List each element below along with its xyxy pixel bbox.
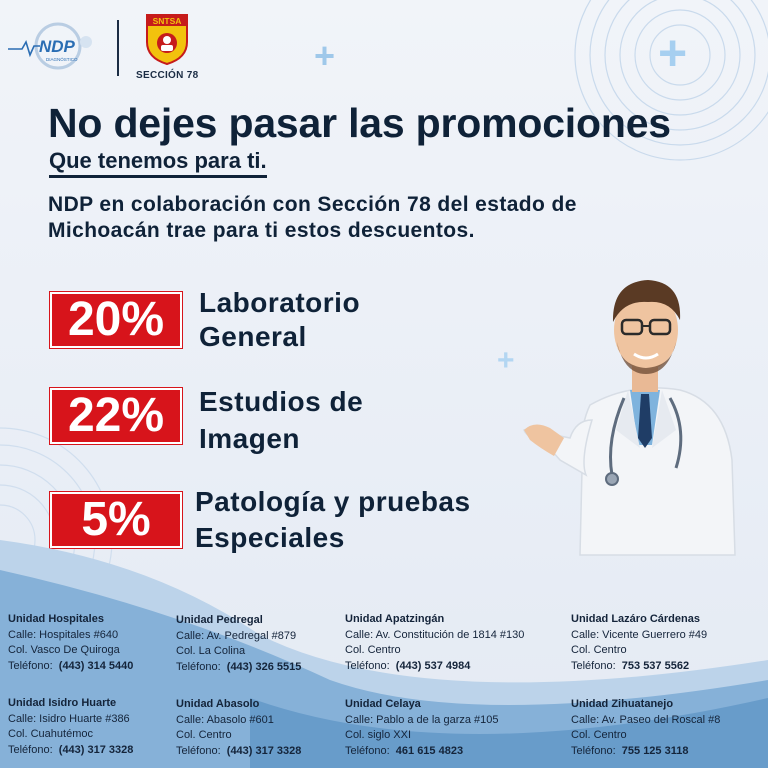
unit-pedregal	[176, 613, 301, 675]
sntsa-logo	[144, 12, 190, 66]
plus-icon: +	[314, 35, 336, 76]
phone-label: Teléfono:	[345, 744, 390, 757]
unit-street: Calle: Av. Pedregal #879	[176, 629, 297, 642]
unit-phone	[345, 659, 524, 675]
unit-colonia: Col. Centro	[571, 729, 627, 741]
unit-street: Calle: Isidro Huarte #386	[8, 712, 130, 725]
unit-name: Unidad Hospitales	[8, 613, 104, 625]
promo-line-1: Patología y pruebas	[195, 486, 471, 517]
phone-number: (443) 537 4984	[395, 659, 471, 672]
unit-street: Calle: Abasolo #601	[176, 713, 274, 726]
phone-number: (443) 317 3328	[58, 743, 134, 756]
plus-icon: +	[497, 344, 515, 377]
unit-phone	[345, 744, 499, 760]
ndp-logo	[6, 22, 106, 70]
phone-label: Teléfono:	[345, 659, 390, 672]
phone-label: Teléfono:	[176, 660, 221, 673]
unit-name: Unidad Apatzingán	[345, 613, 445, 625]
unit-zihuatanejo	[571, 697, 720, 759]
unit-street: Calle: Pablo a de la garza #105	[345, 713, 499, 726]
promo-line-1: Laboratorio	[199, 287, 361, 318]
seccion-label: SECCIÓN 78	[136, 70, 199, 81]
intro-text: NDP en colaboración con Sección 78 del estado de Michoacán trae para ti estos descuentos.	[48, 193, 577, 242]
promo-line-1: Estudios de	[199, 386, 364, 417]
unit-apatzingan	[345, 612, 524, 674]
logo-divider	[117, 20, 119, 76]
unit-street: Calle: Av. Constitución de 1814 #130	[345, 628, 525, 641]
unit-phone	[176, 660, 301, 676]
svg-text:SNTSA: SNTSA	[152, 16, 182, 26]
promo-label-imagen	[199, 383, 363, 457]
phone-label: Teléfono:	[8, 659, 53, 672]
phone-label: Teléfono:	[571, 744, 616, 757]
unit-name: Unidad Pedregal	[176, 614, 263, 626]
unit-hospitales	[8, 612, 133, 674]
unit-name: Unidad Celaya	[345, 698, 421, 710]
unit-name: Unidad Abasolo	[176, 698, 260, 710]
unit-lazaro-cardenas	[571, 612, 707, 674]
doctor-photo	[520, 270, 742, 560]
phone-number: 755 125 3118	[621, 744, 689, 757]
promo-label-laboratorio	[199, 286, 360, 354]
plus-icon: +	[658, 25, 688, 81]
promo-line-2: General	[199, 321, 307, 352]
discount-badge-imagen: 22%	[50, 388, 182, 444]
unit-colonia: Col. La Colina	[176, 645, 246, 657]
unit-celaya	[345, 697, 499, 759]
unit-colonia: Col. siglo XXI	[345, 729, 412, 741]
phone-number: (443) 317 3328	[226, 744, 302, 757]
phone-number: (443) 314 5440	[58, 659, 134, 672]
unit-street: Calle: Av. Paseo del Roscal #8	[571, 713, 721, 726]
unit-street: Calle: Hospitales #640	[8, 628, 119, 641]
unit-colonia: Col. Centro	[571, 644, 627, 656]
page-subtitle: Que tenemos para ti.	[49, 148, 267, 178]
unit-colonia: Col. Centro	[345, 644, 401, 656]
unit-colonia: Col. Centro	[176, 729, 232, 741]
phone-label: Teléfono:	[176, 744, 221, 757]
phone-label: Teléfono:	[8, 743, 53, 756]
unit-street: Calle: Vicente Guerrero #49	[571, 628, 708, 641]
unit-phone	[571, 659, 707, 675]
svg-text:NDP: NDP	[39, 37, 75, 56]
svg-text:DIAGNÓSTICO: DIAGNÓSTICO	[46, 57, 78, 62]
phone-number: 461 615 4823	[395, 744, 464, 757]
unit-phone	[176, 744, 301, 760]
phone-number: 753 537 5562	[621, 659, 690, 672]
unit-phone	[571, 744, 720, 760]
unit-isidro-huarte	[8, 696, 133, 758]
unit-phone	[8, 743, 133, 759]
unit-colonia: Col. Vasco De Quiroga	[8, 644, 120, 656]
page-title: No dejes pasar las promociones	[48, 100, 671, 146]
promo-line-2: Imagen	[199, 423, 301, 454]
phone-number: (443) 326 5515	[226, 660, 302, 673]
unit-abasolo	[176, 697, 301, 759]
unit-name: Unidad Lazáro Cárdenas	[571, 613, 700, 625]
unit-colonia: Col. Cuahutémoc	[8, 728, 93, 740]
discount-badge-laboratorio: 20%	[50, 292, 182, 348]
unit-name: Unidad Isidro Huarte	[8, 697, 117, 709]
unit-phone	[8, 659, 133, 675]
unit-name: Unidad Zihuatanejo	[571, 698, 674, 710]
discount-badge-patologia: 5%	[50, 492, 182, 548]
phone-label: Teléfono:	[571, 659, 616, 672]
promo-line-2: Especiales	[195, 522, 345, 553]
